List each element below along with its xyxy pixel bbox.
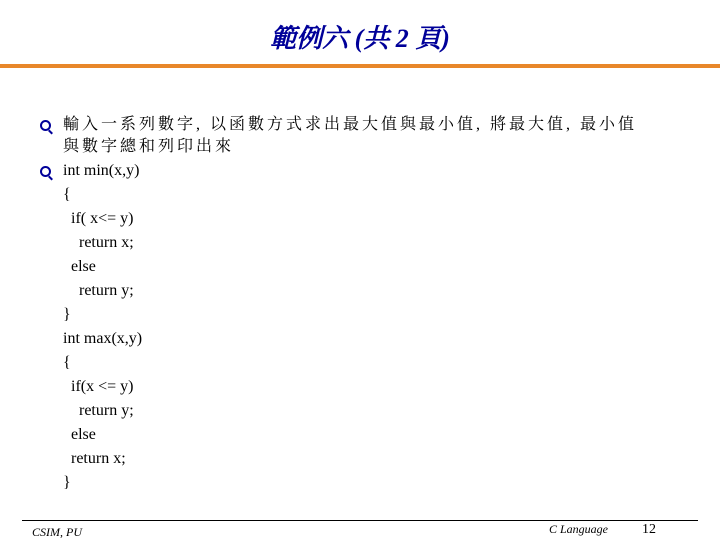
code-line: } [63,474,71,491]
title-divider [0,64,720,68]
code-line: int max(x,y) [63,330,143,347]
footer-org: CSIM, PU [32,525,82,539]
code-line: return y; [63,402,134,419]
code-line: { [63,354,71,371]
code-line: return x; [63,450,126,467]
bullet-q-icon [40,120,51,131]
code-line: else [63,426,96,443]
code-line: { [63,186,71,203]
slide-title: 範例六 (共 2 頁) [270,24,450,53]
footer-divider [22,520,698,521]
code-line: return x; [63,234,134,251]
code-line: if(x <= y) [63,378,134,395]
bullet-q-icon [40,166,51,177]
bullet-1-line-1: 輸入一系列數字, 以函數方式求出最大值與最小值, 將最大值, 最小值 [63,116,638,133]
code-line: } [63,306,71,323]
footer-course: C Language [549,522,609,536]
code-line: else [63,258,96,275]
page-number: 12 [642,522,656,537]
code-line: int min(x,y) [63,162,140,179]
code-line: if( x<= y) [63,210,134,227]
bullet-1-line-2: 與數字總和列印出來 [63,138,235,155]
code-line: return y; [63,282,134,299]
